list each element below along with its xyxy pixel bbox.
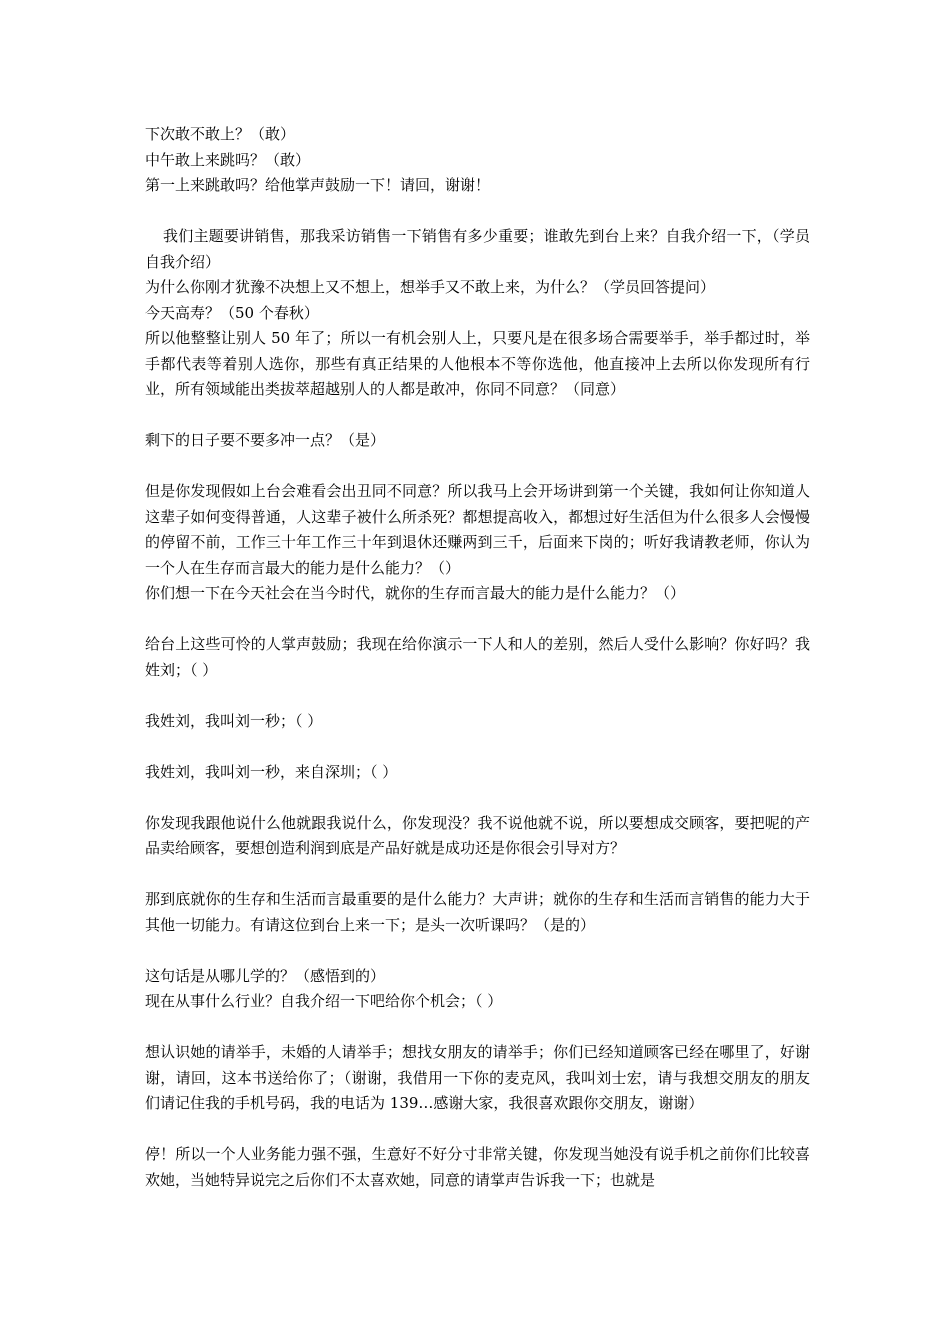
paragraph-gap — [145, 683, 810, 709]
text-line: 现在从事什么行业？自我介绍一下吧给你个机会；（ ） — [145, 992, 503, 1010]
paragraph-gap — [145, 607, 810, 633]
text-line: 剩下的日子要不要多冲一点？（是） — [145, 431, 386, 449]
paragraph-gap — [145, 403, 810, 429]
paragraph-gap — [145, 1015, 810, 1041]
text-line: 我姓刘，我叫刘一秒，来自深圳；（ ） — [145, 762, 398, 781]
paragraph: 你发现我跟他说什么他就跟我说什么，你发现没？我不说他就不说，所以要想成交顾客，要把呢的产品卖给顾客，要想创造利润到底是产品好就是成功还是你很会引导对方？ — [145, 813, 810, 857]
text-line: 我姓刘，我叫刘一秒；（ ） — [145, 711, 323, 730]
paragraph-gap — [145, 734, 810, 760]
paragraph-gap — [145, 454, 810, 480]
paragraph-gap — [145, 199, 810, 225]
text-line: 为什么你刚才犹豫不决想上又不想上，想举手又不敢上来，为什么？（学员回答提问） — [145, 278, 716, 296]
text-line: 这句话是从哪儿学的？（感悟到的） — [145, 966, 386, 985]
paragraph: 想认识她的请举手，未婚的人请举手；想找女朋友的请举手；你们已经知道顾客已经在哪里了，好谢谢，请回，这本书送给你了；（谢谢，我借用一下你的麦克风，我叫刘士宏，请与我想交朋友的朋友们请记住我的手机号码，我的电话为 139…感谢大家，我很喜欢跟你交朋友，谢谢） — [145, 1043, 810, 1112]
paragraph: 那到底就你的生存和生活而言最重要的是什么能力？大声讲；就你的生存和生活而言销售的能力大于其他一切能力。有请这位到台上来一下；是头一次听课吗？（是的） — [145, 890, 810, 934]
paragraph: 但是你发现假如上台会难看会出丑同不同意？所以我马上会开场讲到第一个关键，我如何让你知道人这辈子如何变得普通，人这辈子被什么所杀死？都想提高收入，都想过好生活但为什么很多人会慢慢的停留不前，工作三十年工作三十年到退休还赚两到三千，后面来下岗的；听好我请教老师，你认为一个人在生存而言最大的能力是什么能力？（） — [145, 482, 810, 577]
paragraph: 停！所以一个人业务能力强不强，生意好不好分寸非常关键，你发现当她没有说手机之前你们比较喜欢她，当她特异说完之后你们不太喜欢她，同意的请掌声告诉我一下；也就是 — [145, 1145, 810, 1189]
text-line: 中午敢上来跳吗？（敢） — [145, 150, 311, 169]
text-line: 下次敢不敢上？（敢） — [145, 125, 296, 143]
text-line: 今天高寿？（50 个春秋） — [145, 303, 319, 322]
paragraph: 我们主题要讲销售，那我采访销售一下销售有多少重要；谁敢先到台上来？自我介绍一下，（学员自我介绍） — [145, 227, 810, 271]
text-line: 你们想一下在今天社会在当今时代，就你的生存而言最大的能力是什么能力？（） — [145, 584, 686, 602]
text-line: 第一上来跳敢吗？给他掌声鼓励一下！请回，谢谢！ — [145, 176, 491, 194]
paragraph-gap — [145, 1117, 810, 1143]
document-body — [145, 122, 810, 1193]
paragraph-gap — [145, 862, 810, 888]
paragraph: 给台上这些可怜的人掌声鼓励；我现在给你演示一下人和人的差别，然后人受什么影响？你好吗？我姓刘；（ ） — [145, 635, 810, 679]
paragraph: 所以他整整让别人 50 年了；所以一有机会别人上，只要凡是在很多场合需要举手，举手都过时，举手都代表等着别人选你，那些有真正结果的人他根本不等你选他，他直接冲上去所以你发现所有行业，所有领域能出类拔萃超越别人的人都是敢冲，你同不同意？（同意） — [145, 329, 810, 398]
paragraph-gap — [145, 785, 810, 811]
paragraph-gap — [145, 938, 810, 964]
